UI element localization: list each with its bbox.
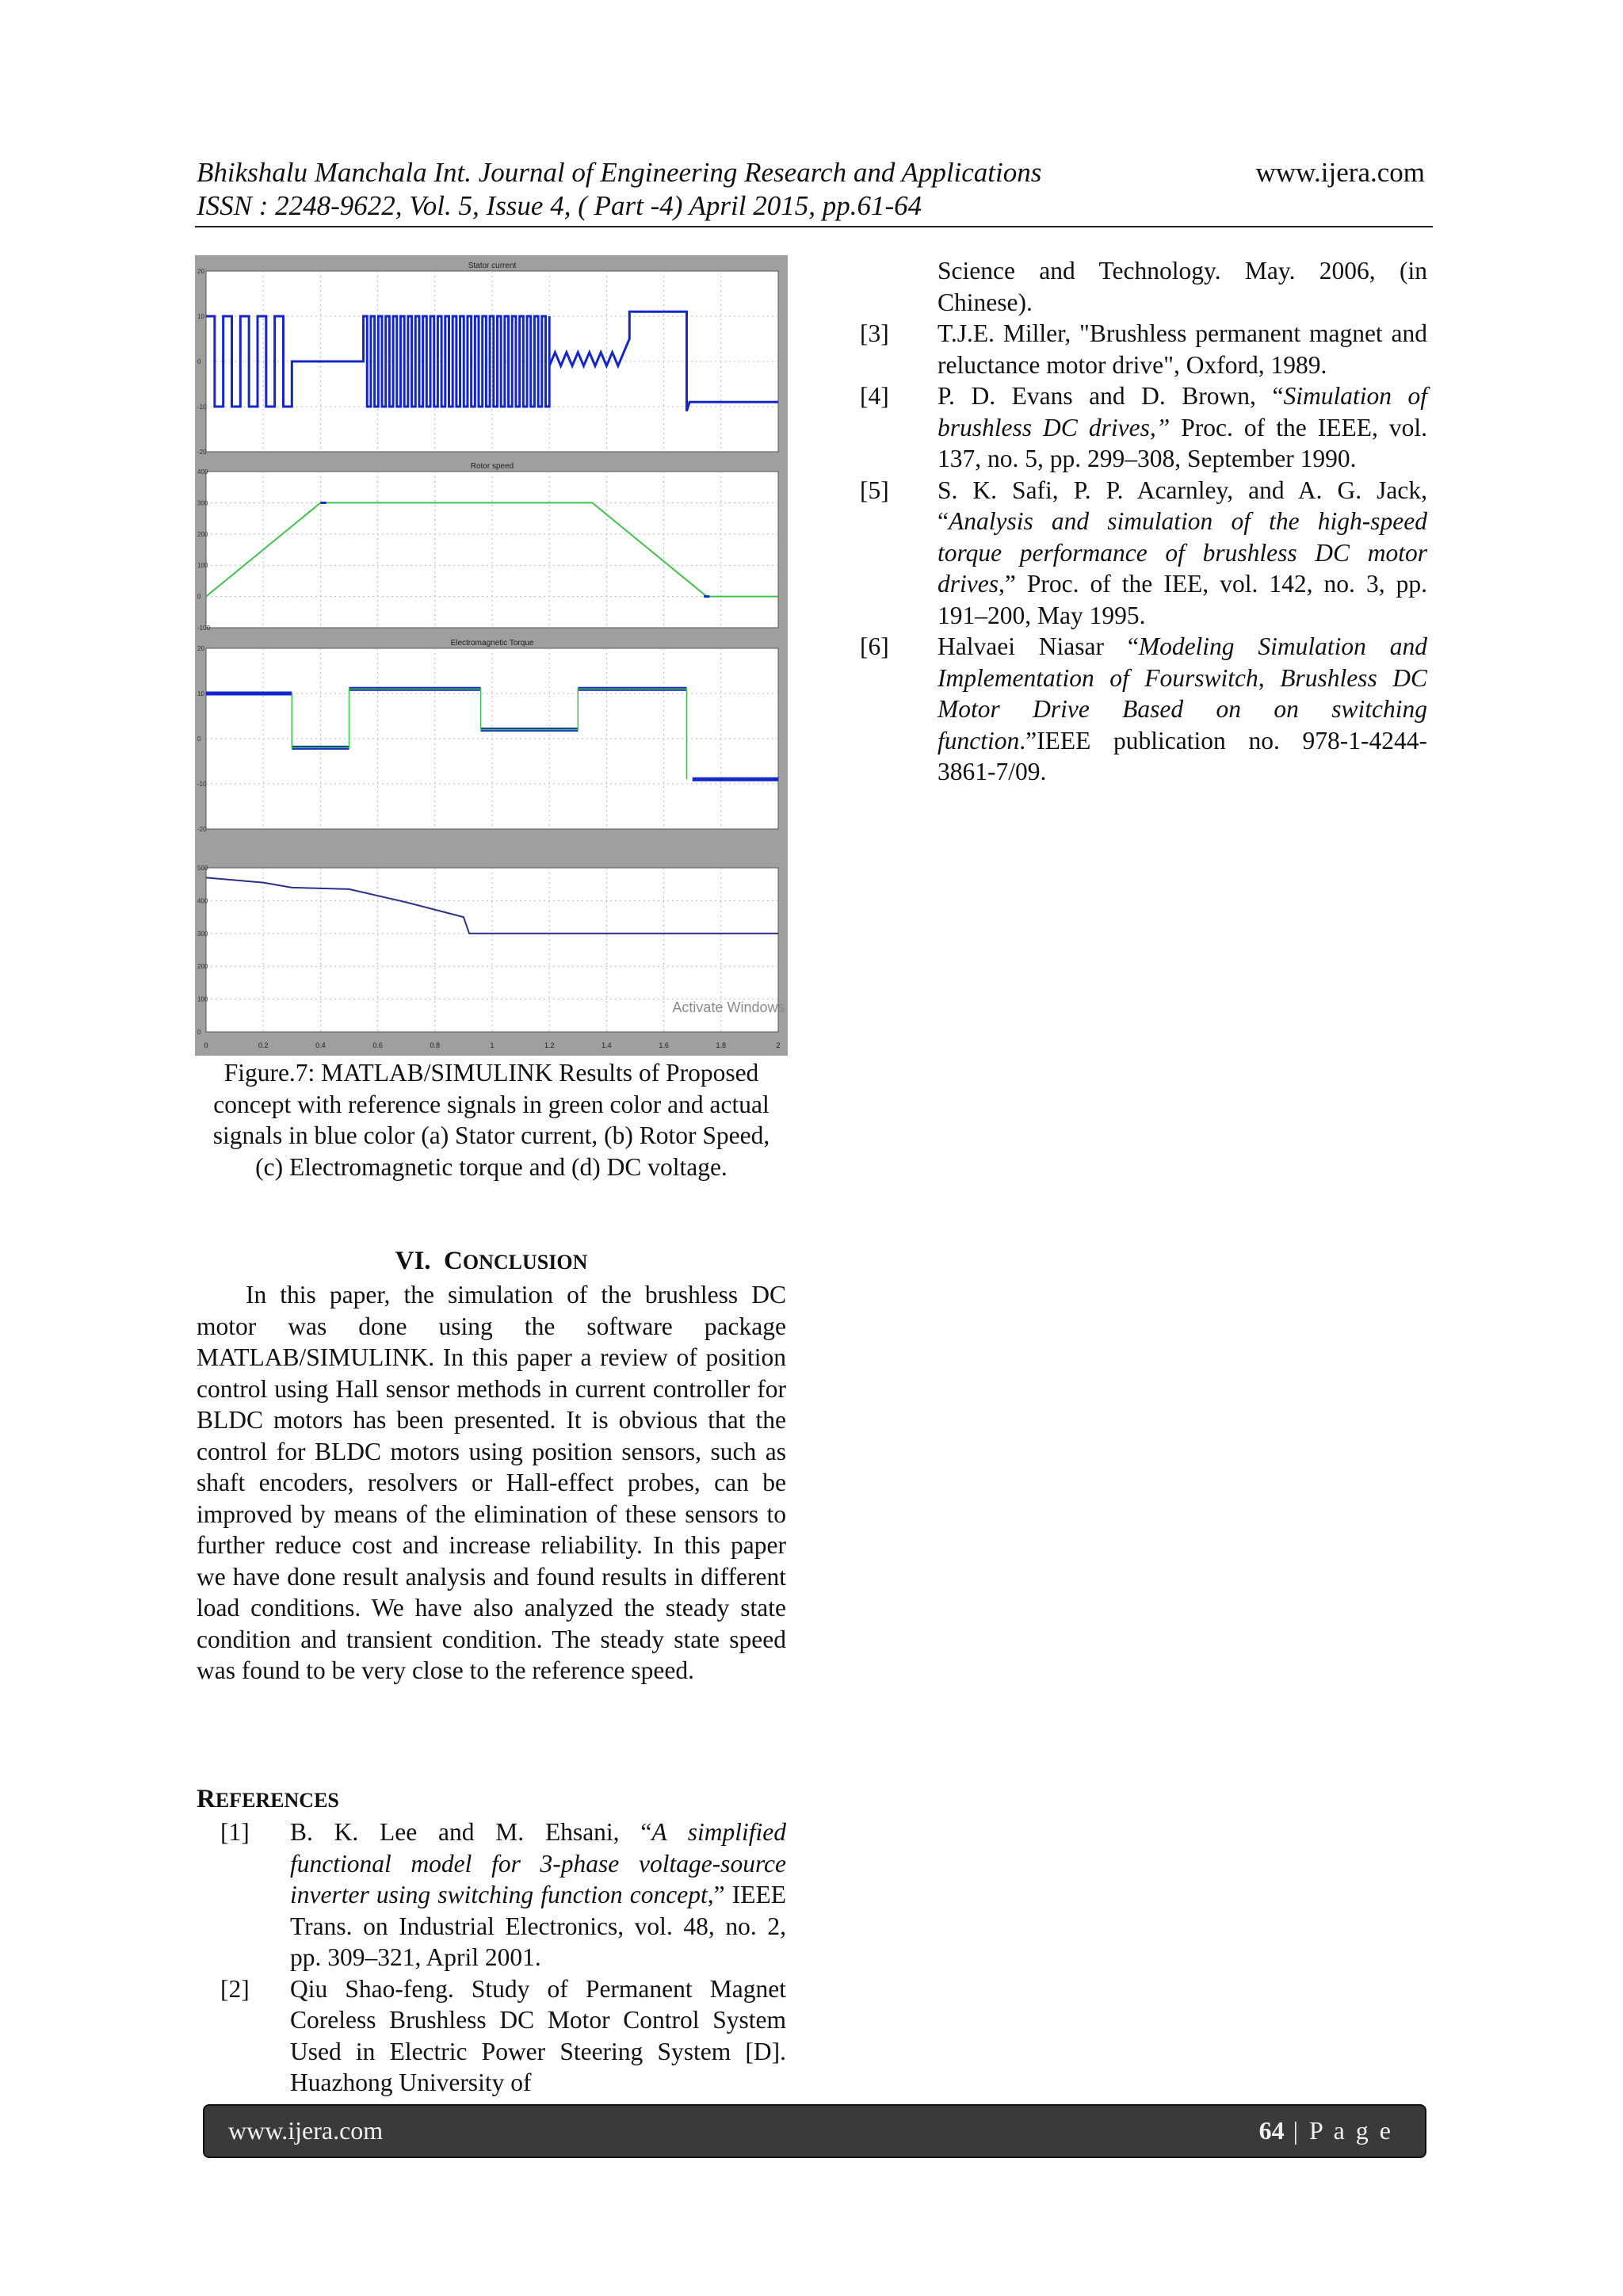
reference-number: [6] [860,632,889,660]
y-tick-label: 100 [197,562,208,570]
section-title-conclusion [197,1247,786,1276]
x-tick-label: 1.8 [716,1041,727,1049]
x-tick-label: 1 [490,1041,495,1049]
panel-title: Rotor speed [470,462,514,471]
y-tick-label: -10 [197,403,207,411]
reference-source: ,” IEEE Trans. on Industrial Electronics, vol. 48, no. 2, pp. 309–321, April 2001. [290,1881,786,1971]
reference-authors: S. K. Safi, P. P. Acarnley, and A. G. Jack, “ [938,476,1427,535]
journal-url[interactable]: www.ijera.com [1255,157,1425,188]
reference-1 [197,1817,786,1973]
reference-authors: B. K. Lee and M. Ehsani, “ [290,1818,652,1846]
conclusion-paragraph [197,1279,786,1687]
reference-4 [860,380,1427,475]
reference-number: [4] [860,382,889,410]
reference-title: Modeling Simulation and Implementation of Fourswitch, Brushless DC Motor Drive Based on on switching function [938,632,1427,755]
plot-panel-2 [206,472,778,628]
reference-number: [3] [860,319,889,347]
y-tick-label: -20 [197,826,207,833]
y-tick-label: 0 [197,735,201,743]
journal-header [197,157,1433,189]
page-footer [203,2104,1426,2158]
y-tick-label: 20 [197,645,204,652]
references-left-column [197,1817,786,2099]
reference-authors: Halvaei Niasar “ [938,632,1139,660]
reference-2 [197,1973,786,2099]
reference-title: Analysis and simulation of the high-speed torque performance of brushless DC motor drives [938,507,1427,598]
reference-title: Simulation of brushless DC drives,” [938,382,1427,441]
figure-caption: Figure.7: MATLAB/SIMULINK Results of Proposed concept with reference signals in green color and actual signals in blue color (a) Stator current, (b) Rotor Speed, (c) Electromagnetic torque and (d) DC voltage. [212,1059,770,1181]
y-tick-label: -20 [197,449,207,456]
reference-source: Proc. of the IEEE, vol. 137, no. 5, pp. 299–308, September 1990. [938,413,1427,472]
reference-source: ,” Proc. of the IEE, vol. 142, no. 3, pp. 191–200, May 1995. [938,570,1427,629]
y-tick-label: 400 [197,468,208,476]
y-tick-label: 100 [197,995,208,1003]
issn-line: ISSN : 2248-9622, Vol. 5, Issue 4, ( Part -4) April 2015, pp.61-64 [197,190,922,221]
reference-5 [860,475,1427,632]
figure-7 [195,255,788,1056]
header-rule [195,226,1433,227]
x-tick-label: 0.4 [315,1041,326,1049]
reference-3 [860,318,1427,380]
reference-text: T.J.E. Miller, "Brushless permanent magnet and reluctance motor drive", Oxford, 1989. [938,319,1427,379]
x-tick-label: 2 [776,1041,781,1049]
y-tick-label: 200 [197,530,208,538]
section-number: VI. [395,1247,431,1275]
panel-title: Stator current [468,262,517,270]
footer-url[interactable]: www.ijera.com [228,2116,384,2145]
page-number-value: 64 [1258,2116,1285,2145]
reference-6 [860,631,1427,788]
reference-text: Qiu Shao-feng. Study of Permanent Magnet Coreless Brushless DC Motor Control System Used in Electric Power Steering System [D]. Huazhong University of [290,1974,786,2096]
y-tick-label: 300 [197,499,208,507]
reference-source: .”IEEE publication no. 978-1-4244-3861-7/09. [938,726,1427,785]
y-tick-label: 0 [197,358,201,365]
journal-title: Bhikshalu Manchala Int. Journal of Engineering Research and Applications [197,157,1042,188]
references-right-column [860,255,1427,788]
y-tick-label: -100 [197,625,211,632]
y-tick-label: 400 [197,897,208,905]
y-tick-label: 10 [197,313,204,320]
y-tick-label: 0 [197,593,201,601]
x-tick-label: 0 [204,1041,208,1049]
x-tick-label: 0.8 [430,1041,441,1049]
reference-2-continued: Science and Technology. May. 2006, (in Chinese). [938,257,1427,316]
reference-title: A simplified functional model for 3-phase voltage-source inverter using switching function concept [290,1818,787,1908]
reference-number: [1] [220,1818,250,1846]
section-title-cap: C [444,1247,463,1275]
y-tick-label: 200 [197,963,208,971]
y-tick-label: 10 [197,690,204,697]
y-tick-label: 300 [197,930,208,938]
conclusion-text: In this paper, the simulation of the brushless DC motor was done using the software package MATLAB/SIMULINK. In this paper a review of position control using Hall sensor methods in current controller for BLDC motors has been presented. It is obvious that the control for BLDC motors using position sensors, such as shaft encoders, resolvers or Hall-effect probes, can be improved by means of the elimination of these sensors to further reduce cost and increase reliability. In this paper we have done result analysis and found results in different load conditions. We have also analyzed the steady state condition and transient condition. The steady state speed was found to be very close to the reference speed. [197,1281,786,1684]
simulation-plots [195,255,788,1056]
page-number [1259,2116,1393,2145]
x-tick-label: 0.2 [258,1041,269,1049]
x-tick-label: 1.6 [659,1041,669,1049]
y-tick-label: 500 [197,865,208,872]
x-tick-label: 1.2 [544,1041,555,1049]
x-tick-label: 1.4 [601,1041,612,1049]
watermark-text: Activate Windows [672,999,785,1016]
reference-authors: P. D. Evans and D. Brown, “ [938,382,1284,410]
references-heading [197,1785,339,1814]
x-tick-label: 0.6 [372,1041,383,1049]
section-title-rest: ONCLUSION [462,1251,588,1274]
y-tick-label: 0 [197,1029,201,1036]
page-label: | P a g e [1284,2116,1393,2145]
references-heading-rest: EFERENCES [215,1789,339,1812]
reference-number: [2] [220,1974,250,2003]
references-heading-cap: R [197,1785,216,1813]
panel-title: Electromagnetic Torque [450,639,534,648]
y-tick-label: 20 [197,268,204,275]
y-tick-label: -10 [197,781,207,788]
reference-number: [5] [860,476,889,504]
